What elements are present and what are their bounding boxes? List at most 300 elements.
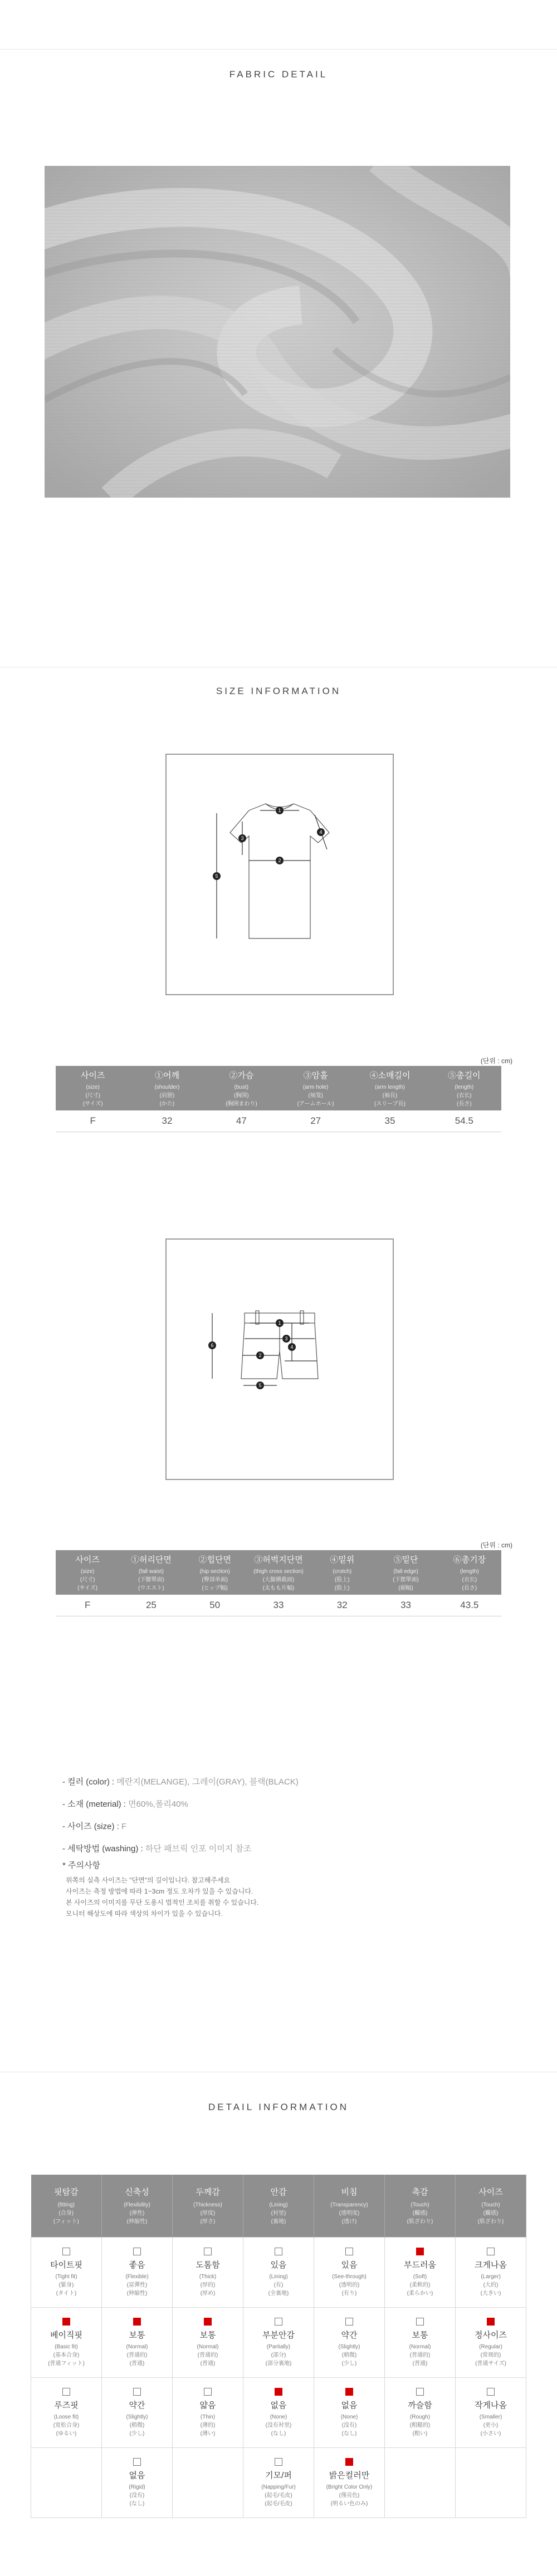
unchecked-box-icon: [275, 2318, 282, 2326]
header-sublabel: (Thickness): [193, 2202, 222, 2208]
detail-cell: [456, 2238, 526, 2308]
detail-cell: [31, 2378, 102, 2448]
header-sublabel: (下腰單面): [138, 1577, 164, 1583]
header-sublabel: (股上): [334, 1585, 350, 1591]
column-header: [183, 1550, 247, 1595]
column-header: [130, 1066, 204, 1110]
measure-markers: [213, 807, 325, 880]
header-sublabel: (觸感): [483, 2210, 499, 2216]
option-label: 루즈핏: [54, 2400, 79, 2410]
detail-cell: [314, 2238, 385, 2308]
unit-label: (단위 : cm): [480, 1057, 512, 1065]
detail-info-table: [31, 2175, 526, 2518]
header-sublabel: (size): [80, 1569, 95, 1575]
option-sublabel: (没有衬里): [265, 2422, 292, 2428]
header-sublabel: (袖長): [382, 1093, 398, 1099]
detail-option: [125, 2248, 148, 2298]
option-sublabel: (Slightly): [126, 2413, 148, 2420]
option-sublabel: (厚め): [200, 2290, 216, 2297]
option-sublabel: (富彈性): [126, 2282, 148, 2288]
option-label: 타이트핏: [50, 2260, 82, 2270]
unchecked-box-icon: [62, 2248, 70, 2255]
option-sublabel: (小さい): [480, 2430, 501, 2437]
header-sublabel: (スリーブ長): [374, 1101, 406, 1107]
table-cell: 47: [204, 1110, 278, 1132]
detail-option: [475, 2248, 507, 2298]
option-sublabel: (Normal): [409, 2343, 431, 2350]
detail-option: [332, 2248, 367, 2298]
option-sublabel: (起毛/毛皮): [265, 2492, 292, 2499]
top-size-table: [56, 1066, 501, 1132]
detail-option: [262, 2318, 295, 2368]
unchecked-box-icon: [487, 2388, 495, 2396]
header-sublabel: (arm length): [375, 1084, 405, 1090]
detail-option: [409, 2318, 431, 2368]
checked-box-icon: [275, 2388, 282, 2396]
unchecked-box-icon: [275, 2248, 282, 2255]
option-sublabel: (Normal): [197, 2343, 219, 2350]
detail-cell: [385, 2238, 456, 2308]
header-sublabel: (厚さ): [200, 2219, 216, 2225]
option-sublabel: (タイト): [56, 2290, 77, 2297]
column-header: [278, 1066, 353, 1110]
option-sublabel: (全裏地): [268, 2290, 289, 2297]
header-sublabel: (fall edge): [393, 1569, 418, 1575]
option-sublabel: (なし): [341, 2430, 357, 2437]
unchecked-box-icon: [275, 2458, 282, 2466]
header-sublabel: (合身): [58, 2210, 74, 2216]
option-label: 도톰함: [196, 2260, 220, 2270]
svg-text:1: 1: [278, 1320, 281, 1326]
option-label: 없음: [129, 2470, 145, 2480]
header-sublabel: (尺寸): [85, 1093, 100, 1099]
detail-option: [341, 2388, 358, 2438]
table-cell: 54.5: [427, 1110, 501, 1132]
option-sublabel: (ゆるい): [56, 2430, 77, 2437]
option-label: 약간: [341, 2330, 358, 2340]
header-sublabel: (fall waist): [138, 1569, 164, 1575]
header-sublabel: (length): [460, 1569, 479, 1575]
option-sublabel: (普通フィット): [48, 2360, 85, 2367]
header-sublabel: (crotch): [333, 1569, 352, 1575]
option-label: 보통: [412, 2330, 428, 2340]
detail-cell: [173, 2238, 243, 2308]
unchecked-box-icon: [345, 2318, 353, 2326]
unchecked-box-icon: [133, 2248, 141, 2255]
option-sublabel: (起毛/毛皮): [265, 2500, 292, 2507]
detail-cell: [243, 2308, 314, 2378]
header-sublabel: (アームホール): [297, 1101, 334, 1107]
checked-box-icon: [416, 2248, 424, 2255]
column-header: [56, 1550, 119, 1595]
header-sublabel: (fitting): [57, 2202, 75, 2208]
header-sublabel: (大腿横截面): [262, 1577, 295, 1583]
table-cell: 33: [247, 1595, 310, 1616]
detail-information-title: DETAIL INFORMATION: [208, 2102, 349, 2112]
option-label: 좋음: [129, 2260, 145, 2270]
option-sublabel: (少し): [341, 2360, 357, 2367]
header-sublabel: (ヒップ幅): [202, 1585, 228, 1591]
checked-box-icon: [345, 2458, 353, 2466]
header-label: 사이즈: [478, 2187, 503, 2197]
header-sublabel: (Touch): [481, 2202, 500, 2208]
option-sublabel: (Partially): [266, 2343, 291, 2350]
option-sublabel: (Lining): [269, 2273, 288, 2280]
header-label: ①어깨: [155, 1071, 179, 1080]
option-label: 보통: [199, 2330, 216, 2340]
header-label: 비침: [341, 2187, 358, 2197]
header-sublabel: (觸感): [412, 2210, 428, 2216]
column-header: [119, 1550, 183, 1595]
option-sublabel: (Thin): [200, 2413, 216, 2420]
table-cell: 25: [119, 1595, 183, 1616]
note-size: - 사이즈 (size) : F: [62, 1822, 127, 1831]
detail-option: [126, 2318, 148, 2368]
option-sublabel: (Slightly): [338, 2343, 360, 2350]
option-sublabel: (Soft): [413, 2273, 427, 2280]
column-header: [243, 2175, 314, 2238]
header-sublabel: (Flexibility): [124, 2202, 150, 2208]
option-label: 부드러움: [404, 2260, 436, 2270]
option-sublabel: (普通): [129, 2360, 145, 2367]
option-sublabel: (Thick): [199, 2273, 217, 2280]
header-label: ③허벅지단면: [254, 1555, 303, 1565]
option-sublabel: (Bright Color Only): [326, 2484, 373, 2490]
detail-cell: [173, 2308, 243, 2378]
option-sublabel: (Loose fit): [53, 2413, 79, 2420]
detail-option: [475, 2318, 507, 2368]
detail-cell: [102, 2238, 173, 2308]
detail-cell: [102, 2378, 173, 2448]
header-sublabel: (Touch): [411, 2202, 429, 2208]
option-sublabel: (宽松合身): [53, 2422, 80, 2428]
detail-cell: [31, 2238, 102, 2308]
detail-option: [197, 2318, 219, 2368]
header-label: 촉감: [412, 2187, 428, 2197]
option-sublabel: (稍微): [129, 2422, 145, 2428]
detail-option: [200, 2388, 216, 2438]
detail-cell: [385, 2308, 456, 2378]
detail-option: [268, 2248, 289, 2298]
header-sublabel: (厚度): [200, 2210, 216, 2216]
svg-text:2: 2: [278, 858, 281, 863]
detail-cell: [31, 2448, 102, 2518]
header-sublabel: (臀部单面): [202, 1577, 228, 1583]
option-sublabel: (柔らかい): [407, 2290, 433, 2297]
detail-cell: [173, 2448, 243, 2518]
unchecked-box-icon: [133, 2458, 141, 2466]
option-sublabel: (少し): [129, 2430, 145, 2437]
header-sublabel: (伸縮性): [126, 2219, 148, 2225]
header-sublabel: (サイズ): [82, 1101, 103, 1107]
svg-text:3: 3: [285, 1336, 288, 1341]
checked-box-icon: [204, 2318, 212, 2326]
table-cell: F: [56, 1595, 119, 1616]
option-label: 크게나옴: [475, 2260, 507, 2270]
option-sublabel: (明るい色のみ): [330, 2500, 368, 2507]
header-sublabel: (かた): [159, 1101, 175, 1107]
option-sublabel: (None): [340, 2413, 358, 2420]
option-sublabel: (厚的): [200, 2282, 216, 2288]
option-sublabel: (Rigid): [129, 2484, 145, 2490]
option-sublabel: (透明的): [339, 2282, 360, 2288]
table-row: [31, 2308, 526, 2378]
column-header: [310, 1550, 374, 1595]
column-header: [173, 2175, 243, 2238]
header-sublabel: (肩膀): [159, 1093, 175, 1099]
header-sublabel: (bust): [234, 1084, 249, 1090]
header-sublabel: (arm hole): [302, 1084, 329, 1090]
option-sublabel: (Smaller): [479, 2413, 502, 2420]
detail-cell: [456, 2448, 526, 2518]
option-sublabel: (None): [270, 2413, 287, 2420]
svg-text:4: 4: [290, 1344, 294, 1350]
header-sublabel: (尺寸): [80, 1577, 95, 1583]
option-label: 없음: [270, 2400, 287, 2410]
table-row: [56, 1595, 501, 1616]
checked-box-icon: [345, 2388, 353, 2396]
header-sublabel: (肌ざわり): [477, 2219, 504, 2225]
table-row: [31, 2238, 526, 2308]
option-sublabel: (薄的): [200, 2422, 216, 2428]
svg-text:2: 2: [258, 1353, 262, 1358]
header-sublabel: (サイズ): [77, 1585, 98, 1591]
header-sublabel: (衣长): [456, 1093, 472, 1099]
header-sublabel: (胸围): [233, 1093, 249, 1099]
option-label: 보통: [129, 2330, 145, 2340]
detail-cell: [314, 2378, 385, 2448]
svg-text:6: 6: [211, 1343, 214, 1348]
detail-option: [261, 2458, 296, 2508]
caution-text: 위쪽의 실측 사이즈는 "단면"의 길이입니다. 참고해주세요 사이즈는 측정 방법에 따라 1~3cm 정도 오차가 있을 수 있습니다. 본 사이즈의 이미지를 무단 도용시 법적인 조치를 취할 수 있습니다. 모니터 해상도에 따라 색상의 차이가 있을 수 있습니다.: [66, 1876, 259, 1918]
detail-option: [408, 2388, 432, 2438]
checked-box-icon: [62, 2318, 70, 2326]
header-sublabel: (肌ざわり): [407, 2219, 433, 2225]
unchecked-box-icon: [416, 2318, 424, 2326]
header-sublabel: (透明度): [339, 2210, 360, 2216]
detail-option: [475, 2388, 507, 2438]
table-cell: 43.5: [438, 1595, 501, 1616]
detail-option: [50, 2248, 82, 2298]
svg-text:5: 5: [215, 873, 218, 879]
option-sublabel: (常规的): [480, 2352, 501, 2358]
bottom-size-diagram: [165, 1238, 394, 1480]
header-label: ⑤밑단: [393, 1555, 418, 1565]
option-sublabel: (普通サイズ): [475, 2360, 506, 2367]
option-sublabel: (緊身): [58, 2282, 74, 2288]
detail-cell: [102, 2448, 173, 2518]
option-sublabel: (伸縮性): [126, 2290, 148, 2297]
size-information-title: SIZE INFORMATION: [216, 686, 341, 696]
fabric-texture-image: [45, 166, 510, 498]
detail-cell: [314, 2308, 385, 2378]
table-cell: 50: [183, 1595, 247, 1616]
detail-cell: [456, 2378, 526, 2448]
header-sublabel: (size): [86, 1084, 100, 1090]
header-label: 핏탐감: [54, 2187, 79, 2197]
detail-cell: [31, 2308, 102, 2378]
header-sublabel: (下摆單面): [393, 1577, 419, 1583]
option-sublabel: (粗い): [412, 2430, 428, 2437]
option-sublabel: (Flexible): [125, 2273, 149, 2280]
checked-box-icon: [487, 2318, 495, 2326]
option-sublabel: (Napping/Fur): [261, 2484, 296, 2490]
header-sublabel: (Transparency): [330, 2202, 368, 2208]
option-sublabel: (普通的): [409, 2352, 431, 2358]
header-label: ①허리단면: [130, 1555, 172, 1565]
detail-option: [196, 2248, 219, 2298]
svg-text:5: 5: [258, 1383, 262, 1388]
option-label: 없음: [341, 2400, 358, 2410]
option-sublabel: (大的): [483, 2282, 499, 2288]
option-label: 있음: [270, 2260, 287, 2270]
column-header: [314, 2175, 385, 2238]
option-sublabel: (薄い): [200, 2430, 216, 2437]
header-label: ⑤총길이: [448, 1071, 481, 1080]
table-row: [31, 2378, 526, 2448]
column-header: [31, 2175, 102, 2238]
svg-text:3: 3: [241, 835, 244, 841]
detail-cell: [314, 2448, 385, 2518]
column-header: [438, 1550, 501, 1595]
header-label: ④밑위: [330, 1555, 355, 1565]
header-label: ④소매길이: [369, 1071, 411, 1080]
option-sublabel: (Tight fit): [55, 2273, 77, 2280]
unchecked-box-icon: [62, 2388, 70, 2396]
option-sublabel: (普通的): [126, 2352, 148, 2358]
detail-option: [326, 2458, 373, 2508]
unit-label: (단위 : cm): [480, 1541, 512, 1549]
option-sublabel: (稍微): [341, 2352, 357, 2358]
column-header: [427, 1066, 501, 1110]
header-sublabel: (衬里): [271, 2210, 286, 2216]
column-header: [56, 1066, 130, 1110]
table-cell: 35: [353, 1110, 427, 1132]
svg-text:1: 1: [278, 808, 281, 813]
header-label: 두께감: [196, 2187, 220, 2197]
table-cell: 32: [130, 1110, 204, 1132]
detail-cell: [102, 2308, 173, 2378]
header-label: 사이즈: [75, 1555, 100, 1565]
unchecked-box-icon: [416, 2388, 424, 2396]
column-header: [102, 2175, 173, 2238]
column-header: [204, 1066, 278, 1110]
column-header: [353, 1066, 427, 1110]
detail-cell: [456, 2308, 526, 2378]
header-sublabel: (hip section): [199, 1569, 230, 1575]
header-sublabel: (透け): [341, 2219, 357, 2225]
option-sublabel: (大きい): [480, 2290, 501, 2297]
option-label: 밝은컬러만: [329, 2470, 370, 2480]
header-sublabel: (裾幅): [398, 1585, 413, 1591]
unchecked-box-icon: [345, 2248, 353, 2255]
table-row: [56, 1110, 501, 1132]
note-material: - 소재 (meterial) : 면60%,폴리40%: [62, 1800, 188, 1809]
header-label: ②힙단면: [198, 1555, 231, 1565]
header-sublabel: (length): [455, 1084, 474, 1090]
detail-cell: [243, 2448, 314, 2518]
unchecked-box-icon: [204, 2388, 212, 2396]
detail-option: [126, 2388, 148, 2438]
option-sublabel: (なし): [129, 2500, 145, 2507]
header-label: 사이즈: [80, 1071, 105, 1080]
detail-option: [339, 2318, 360, 2368]
detail-cell: [243, 2378, 314, 2448]
svg-text:4: 4: [319, 829, 323, 835]
column-header: [374, 1550, 437, 1595]
header-label: ⑥총기장: [453, 1555, 486, 1565]
detail-cell: [385, 2378, 456, 2448]
note-washing: - 세탁방법 (washing) : 하단 패브릭 인포 이미지 참조: [62, 1844, 252, 1854]
header-sublabel: (股上): [334, 1577, 350, 1583]
detail-option: [53, 2388, 80, 2438]
detail-cell: [173, 2378, 243, 2448]
detail-option: [129, 2458, 145, 2508]
section-divider: [0, 49, 557, 50]
detail-option: [266, 2388, 292, 2438]
header-sublabel: (長さ): [456, 1101, 472, 1107]
option-sublabel: (柔軟的): [409, 2282, 431, 2288]
unchecked-box-icon: [487, 2248, 495, 2255]
option-label: 작게나옴: [475, 2400, 507, 2410]
option-sublabel: (没有): [129, 2492, 145, 2499]
header-sublabel: (裏地): [271, 2219, 286, 2225]
table-row: [31, 2448, 526, 2518]
detail-option: [48, 2318, 85, 2368]
option-sublabel: (有り): [341, 2290, 357, 2297]
detail-option: [404, 2248, 436, 2298]
unchecked-box-icon: [133, 2388, 141, 2396]
header-sublabel: (thigh cross section): [253, 1569, 304, 1575]
option-label: 기모/퍼: [265, 2470, 292, 2480]
option-sublabel: (更小): [483, 2422, 499, 2428]
note-color: - 컬러 (color) : 메란지(MELANGE), 그레이(GRAY), 블랙(BLACK): [62, 1777, 299, 1787]
table-cell: 27: [278, 1110, 353, 1132]
option-sublabel: (See-through): [332, 2273, 367, 2280]
fabric-detail-title: FABRIC DETAIL: [229, 69, 328, 80]
option-sublabel: (なし): [271, 2430, 286, 2437]
option-sublabel: (粗糙的): [409, 2422, 431, 2428]
header-sublabel: (Lining): [269, 2202, 288, 2208]
option-sublabel: (Regular): [479, 2343, 502, 2350]
option-label: 베이직핏: [50, 2330, 82, 2340]
top-size-diagram: [165, 754, 394, 995]
detail-cell: [243, 2238, 314, 2308]
column-header: [456, 2175, 526, 2238]
header-sublabel: (袖笼): [308, 1093, 323, 1099]
table-cell: 33: [374, 1595, 437, 1616]
column-header: [247, 1550, 310, 1595]
detail-cell: [385, 2448, 456, 2518]
header-label: 안감: [270, 2187, 287, 2197]
checked-box-icon: [133, 2318, 141, 2326]
header-label: ②가슴: [229, 1071, 254, 1080]
header-sublabel: (長さ): [462, 1585, 477, 1591]
header-sublabel: (衣长): [462, 1577, 477, 1583]
option-sublabel: (有): [273, 2282, 284, 2288]
header-sublabel: (胸囲まわり): [225, 1101, 257, 1107]
option-label: 약간: [129, 2400, 145, 2410]
option-sublabel: (普通的): [197, 2352, 218, 2358]
unchecked-box-icon: [204, 2248, 212, 2255]
option-sublabel: (Basic fit): [55, 2343, 78, 2350]
table-cell: 32: [310, 1595, 374, 1616]
table-cell: F: [56, 1110, 130, 1132]
header-sublabel: (ウエスト): [138, 1585, 164, 1591]
option-label: 까슬함: [408, 2400, 432, 2410]
header-sublabel: (shoulder): [154, 1084, 180, 1090]
header-label: ③암홀: [303, 1071, 328, 1080]
